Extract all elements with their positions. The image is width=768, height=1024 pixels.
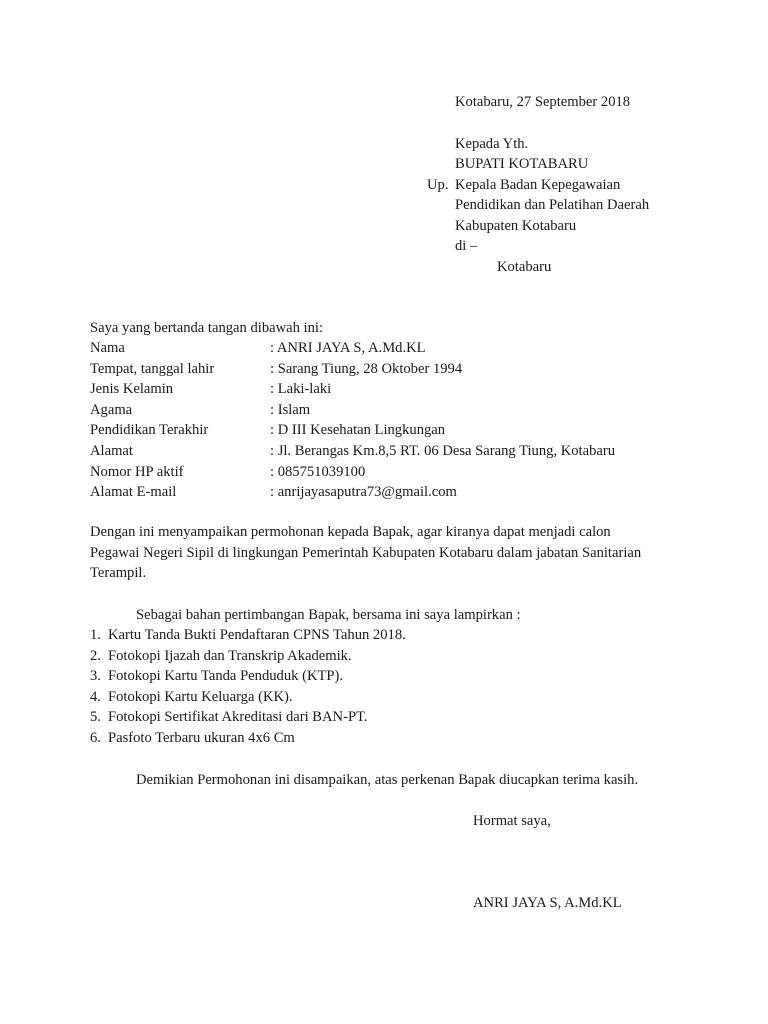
attachment-number: 4.: [90, 688, 101, 705]
field-value: : Jl. Berangas Km.8,5 RT. 06 Desa Sarang Tiung, Kotabaru: [270, 443, 616, 459]
paragraph-line: Dengan ini menyampaikan permohonan kepada Bapak, agar kiranya dapat menjadi calon: [90, 524, 611, 540]
attachment-item: Kartu Tanda Bukti Pendaftaran CPNS Tahun 2018.: [108, 627, 406, 643]
field-label: Nama: [90, 340, 125, 356]
field-value: : ANRI JAYA S, A.Md.KL: [270, 340, 426, 356]
field-value: : Sarang Tiung, 28 Oktober 1994: [270, 360, 463, 377]
attachment-number: 3.: [90, 668, 101, 685]
paragraph-line: Pegawai Negeri Sipil di lingkungan Pemerintah Kabupaten Kotabaru dalam jabatan Sanitarian: [90, 545, 642, 561]
field-label: Alamat E-mail: [90, 484, 177, 501]
attachment-item: Fotokopi Kartu Keluarga (KK).: [108, 688, 293, 705]
attachment-item: Pasfoto Terbaru ukuran 4x6 Cm: [108, 730, 295, 746]
up-prefix: Up.: [427, 177, 449, 193]
salutation: Kepada Yth.: [455, 136, 529, 152]
attachment-intro: Sebagai bahan pertimbangan Bapak, bersama ini saya lampirkan :: [136, 607, 521, 623]
signature-greeting: Hormat saya,: [473, 813, 551, 829]
attachment-item: Fotokopi Sertifikat Akreditasi dari BAN-PT.: [108, 709, 368, 726]
field-label: Tempat, tanggal lahir: [90, 360, 215, 377]
attachment-number: 5.: [90, 709, 101, 726]
intro-text: Saya yang bertanda tangan dibawah ini:: [90, 320, 324, 336]
signature-name: ANRI JAYA S, A.Md.KL: [473, 895, 622, 911]
field-label: Alamat: [90, 443, 133, 459]
closing-text: Demikian Permohonan ini disampaikan, atas perkenan Bapak diucapkan terima kasih.: [136, 772, 639, 788]
place-date: Kotabaru, 27 September 2018: [455, 94, 631, 110]
field-value: : 085751039100: [270, 463, 366, 480]
recipient-line: Kabupaten Kotabaru: [455, 218, 577, 234]
field-label: Nomor HP aktif: [90, 463, 184, 480]
recipient-to: BUPATI KOTABARU: [455, 156, 589, 172]
attachment-number: 1.: [90, 627, 101, 643]
recipient-line: Pendidikan dan Pelatihan Daerah: [455, 197, 650, 213]
field-value: : Islam: [270, 401, 311, 418]
attachment-item: Fotokopi Ijazah dan Transkrip Akademik.: [108, 647, 352, 664]
paragraph-line: Terampil.: [90, 565, 147, 581]
field-value: : Laki-laki: [270, 381, 332, 398]
field-label: Agama: [90, 401, 133, 418]
attachment-number: 6.: [90, 730, 101, 746]
attachment-item: Fotokopi Kartu Tanda Penduduk (KTP).: [108, 668, 344, 685]
field-value: : D III Kesehatan Lingkungan: [270, 422, 446, 439]
field-value: : anrijayasaputra73@gmail.com: [270, 484, 457, 501]
attachment-number: 2.: [90, 647, 101, 664]
field-label: Jenis Kelamin: [90, 381, 174, 398]
field-label: Pendidikan Terakhir: [90, 422, 209, 439]
recipient-di: di –: [455, 238, 478, 254]
recipient-city: Kotabaru: [497, 259, 552, 275]
recipient-line: Kepala Badan Kepegawaian: [455, 177, 621, 193]
